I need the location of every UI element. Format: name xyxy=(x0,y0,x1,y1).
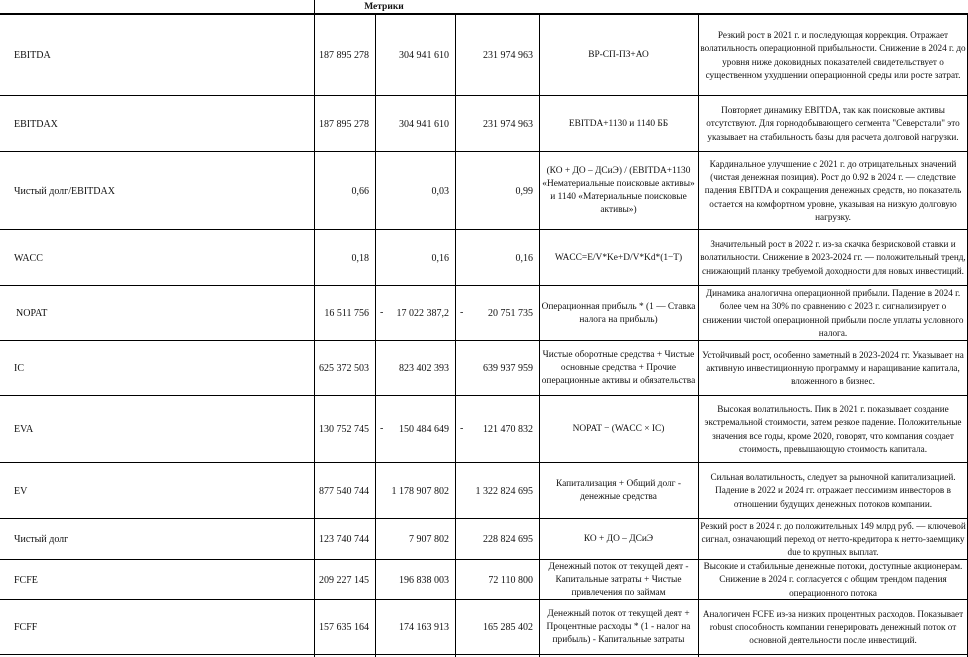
row-divider xyxy=(0,599,968,600)
cell-metric: EBITDAX xyxy=(14,118,58,130)
row-divider xyxy=(0,462,968,463)
cell-v3: 121 470 832 xyxy=(483,424,533,435)
cell-formula: Чистые оборотные средства + Чистые основные средства + Прочие операционные активы и обязательства xyxy=(541,350,696,386)
cell-comment: Динамика аналогична операционной прибыли. Падение в 2024 г. более чем на 30% по сравнению с 2023 г. сигнализирует о снижении чистой операционной прибыли после уплаты условного налога. xyxy=(702,288,964,338)
row-divider xyxy=(0,395,968,396)
cell-v3: 165 285 402 xyxy=(483,622,533,633)
cell-v1: 187 895 278 xyxy=(319,50,369,61)
column-divider xyxy=(539,13,540,657)
cell-v1: 130 752 745 xyxy=(319,424,369,435)
cell-comment: Повторяет динамику EBITDA, так как поисковые активы отсутствуют. Для горнодобывающего сегмента "Северстали" это указывает на стабильность базы для расчета долговой нагрузки. xyxy=(706,105,960,142)
column-divider xyxy=(314,0,315,657)
cell-v3: 231 974 963 xyxy=(483,118,533,130)
row-divider xyxy=(0,559,968,560)
cell-formula: (КО + ДО – ДСиЭ) / (EBITDA+1130 «Нематериальные поисковые активы» и 1140 «Материальные поисковые активы») xyxy=(542,166,695,215)
cell-comment: Устойчивый рост, особенно заметный в 2023-2024 гг. Указывает на активную инвестиционную программу и наращивание капитала, вложенного в бизнес. xyxy=(702,349,964,387)
row-divider xyxy=(0,14,968,15)
cell-v2: 0,16 xyxy=(431,252,449,264)
cell-comment: Высокие и стабильные денежные потоки, доступные акционерам. Снижение в 2024 г. согласуется с общим трендом падения операционного потока xyxy=(703,561,963,598)
row-divider xyxy=(0,229,968,230)
cell-v1: 0,66 xyxy=(351,185,369,197)
cell-metric: EBITDA xyxy=(14,50,51,61)
cell-v3: 0,16 xyxy=(515,252,533,264)
column-divider xyxy=(455,13,456,657)
cell-v1: 123 740 744 xyxy=(319,534,369,545)
cell-v1: 187 895 278 xyxy=(319,118,369,130)
cell-v2: 150 484 649 xyxy=(399,424,449,435)
cell-comment: Аналогичен FCFE из-за низких процентных расходов. Показывает robust способность компании генерировать денежный поток от основной деятельности после инвестиций. xyxy=(702,608,964,646)
cell-metric: FCFF xyxy=(14,622,38,633)
cell-formula: Денежный поток от текущей деят + Процентные расходы * (1 - налог на прибыль) - Капитальные затраты xyxy=(546,609,691,645)
cell-comment: Резкий рост в 2024 г. до положительных 149 млрд руб. — ключевой сигнал, означающий переход от нетто-кредитора к нетто-заемщику due to крупных выплат. xyxy=(700,520,966,558)
row-divider xyxy=(0,285,968,286)
minus-sign-icon: - xyxy=(460,306,464,318)
cell-metric: Чистый долг xyxy=(14,534,69,545)
cell-v1: 625 372 503 xyxy=(319,363,369,374)
cell-v2: 304 941 610 xyxy=(399,50,449,61)
cell-v2: 1 178 907 802 xyxy=(391,485,449,497)
cell-v3: 72 110 800 xyxy=(488,574,533,586)
cell-metric: WACC xyxy=(14,252,43,264)
row-divider xyxy=(0,654,968,655)
minus-sign-icon: - xyxy=(460,422,464,434)
row-divider xyxy=(0,518,968,519)
cell-metric: NOPAT xyxy=(16,308,48,319)
cell-metric: EV xyxy=(14,485,28,497)
table-header-metrics: Метрики xyxy=(364,1,404,12)
cell-v2: 174 163 913 xyxy=(399,622,449,633)
cell-metric: Чистый долг/EBITDAX xyxy=(14,185,115,197)
row-divider xyxy=(0,151,968,152)
cell-v3: 228 824 695 xyxy=(483,534,533,545)
cell-v3: 639 937 959 xyxy=(483,363,533,374)
cell-comment: Высокая волатильность. Пик в 2021 г. показывает создание экстремальной стоимости, затем резкое падение. Положительные значения все годы, кроме 2020, говорят, что компания создает стоимость, превышающую стоимость капитала. xyxy=(704,404,962,454)
cell-formula: Капитализация + Общий долг - денежные средства xyxy=(556,479,681,502)
cell-v3: 0,99 xyxy=(515,185,533,197)
cell-v2: 17 022 387,2 xyxy=(396,308,449,319)
cell-v3: 1 322 824 695 xyxy=(475,485,533,497)
cell-v3: 231 974 963 xyxy=(483,50,533,61)
cell-metric: IC xyxy=(14,363,24,374)
row-divider xyxy=(0,95,968,96)
cell-formula: WACC=E/V*Ke+D/V*Kd*(1−T) xyxy=(554,252,683,263)
cell-comment: Значительный рост в 2022 г. из-за скачка безрисковой ставки и волатильности. Снижение в 2023-2024 гг. — положительный тренд, снижающий планку требуемой доходности для новых инвестиций. xyxy=(700,239,966,276)
cell-formula: Денежный поток от текущей деят - Капитальные затраты + Чистые привлечения по займам xyxy=(548,561,689,598)
cell-v1: 877 540 744 xyxy=(319,485,369,497)
cell-comment: Сильная волатильность, следует за рыночной капитализацией. Падение в 2022 и 2024 гг. отражает пессимизм инвесторов в отношении будущих денежных потоков компании. xyxy=(710,472,956,509)
cell-v2: 0,03 xyxy=(431,185,449,197)
cell-v3: 20 751 735 xyxy=(488,308,533,319)
column-divider xyxy=(698,13,699,657)
row-divider xyxy=(0,340,968,341)
cell-metric: FCFE xyxy=(14,574,38,586)
cell-v2: 823 402 393 xyxy=(399,363,449,374)
cell-metric: EVA xyxy=(14,424,34,435)
cell-v2: 304 941 610 xyxy=(399,118,449,130)
cell-formula: NOPAT − (WACC × IC) xyxy=(572,424,665,434)
cell-v1: 0,18 xyxy=(351,252,369,264)
cell-formula: EBITDA+1130 и 1140 ББ xyxy=(568,118,669,129)
cell-formula: Операционная прибыль * (1 — Ставка налога на прибыль) xyxy=(541,301,696,325)
minus-sign-icon: - xyxy=(380,422,384,434)
cell-v1: 16 511 756 xyxy=(324,308,369,319)
cell-comment: Кардинальное улучшение с 2021 г. до отрицательных значений (чистая денежная позиция). Рост до 0.92 в 2024 г. — следствие падения EBITDA и сокращения денежных средств, но показатель остается на комфортном уровне, указывая на низкую долговую нагрузку. xyxy=(704,159,962,222)
column-divider xyxy=(375,13,376,657)
cell-v1: 157 635 164 xyxy=(319,622,369,633)
cell-v2: 196 838 003 xyxy=(399,574,449,586)
cell-formula: ВР-СП-ПЗ+АО xyxy=(588,50,649,60)
cell-v2: 7 907 802 xyxy=(409,534,449,545)
cell-v1: 209 227 145 xyxy=(319,574,369,586)
minus-sign-icon: - xyxy=(380,306,384,318)
cell-comment: Резкий рост в 2021 г. и последующая коррекция. Отражает волатильность операционной прибыльности. Снижение в 2024 г. до уровня ниже доковидных показателей свидетельствует о существенном ухудшении операционной среды или росте затрат. xyxy=(700,30,966,80)
cell-formula: КО + ДО – ДСиЭ xyxy=(583,534,654,544)
